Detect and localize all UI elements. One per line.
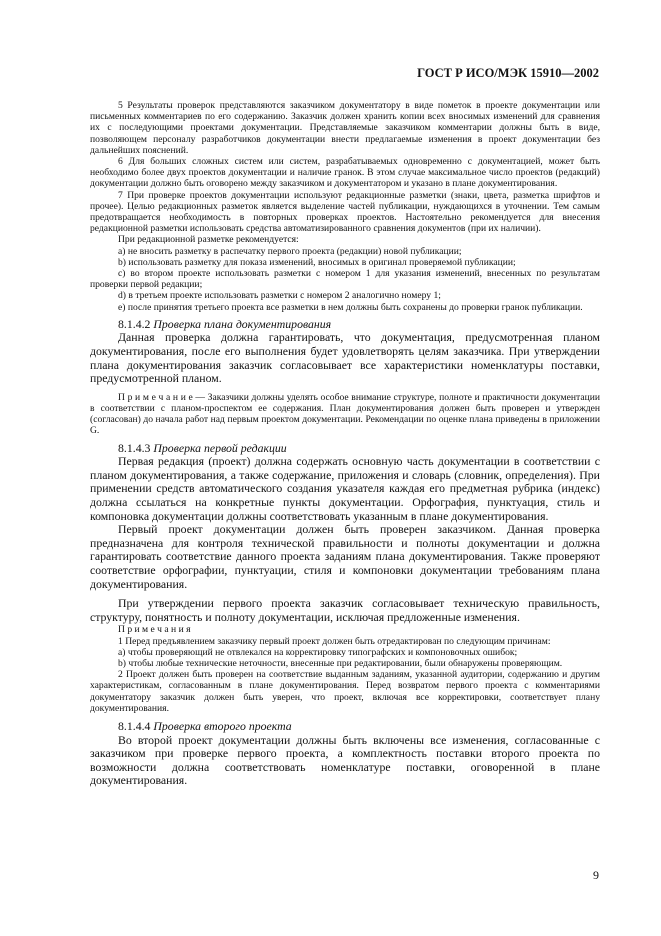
section-number: 8.1.4.3 [118,440,154,455]
small-paragraph: При редакционной разметке рекомендуется: [118,234,299,246]
section-heading [90,720,600,734]
small-paragraph: a) чтобы проверяющий не отвлекался на корректировку типографских и компоновочных ошибок; [118,646,518,658]
section-title: Проверка второго проекта [153,718,292,733]
small-paragraph: b) чтобы любые технические неточности, внесенные при редактировании, были обнаружены проверяющим. [118,657,563,669]
small-paragraph: b) использовать разметку для показа изменений, вносимых в оригинал проверяемой публикации; [118,256,516,268]
small-paragraph: e) после принятия третьего проекта все разметки в нем должны быть сохранены до проверки гранок публикации. [118,301,583,313]
section-title: Проверка первой редакции [153,440,287,455]
small-paragraph: 6 Для больших сложных систем или систем, разрабатываемых одновременно с документацией, может быть необходимо более двух проектов документации и наличие гранок. В этом случае максимальное число проектов (редакций) документации должно быть оговорено между заказчиком и документатором и указано в плане документирования. [90,156,600,190]
section-heading [90,442,600,456]
small-paragraph: d) в третьем проекте использовать разметки с номером 2 аналогично номеру 1; [118,290,441,302]
notes-title: П р и м е ч а н и я [118,624,191,636]
body-paragraph: Первый проект документации должен быть проверен заказчиком. Данная проверка предназначена для контроля технической правильности и полноты документации и должна гарантировать соответствие данного проекта заданиям плана документирования. Также проверяют соответствие орфографии, пунктуации, стиля и компоновки документации требованиям плана документирования. [90,522,600,591]
small-paragraph: 7 При проверке проектов документации используют редакционные разметки (знаки, цвета, разметка шрифтов и прочее). Целью редакционных разметок является выделение частей публикации, нуждающихся в уточнении. Тем самым предотвращается необходимость в повторных проверках проектов. Настоятельно рекомендуется для внесения редакционной разметки использовать средства автоматизированного сравнения документов (при их наличии). [90,189,600,235]
small-paragraph: c) во втором проекте использовать разметки с номером 1 для указания изменений, внесенных по результатам проверки первой редакции; [90,268,600,291]
small-paragraph: 1 Перед предъявлением заказчику первый проект должен быть отредактирован по следующим причинам: [118,635,551,647]
section-number: 8.1.4.4 [118,718,154,733]
small-paragraph: a) не вносить разметку в распечатку первого проекта (редакции) новой публикации; [118,245,462,257]
document-header: ГОСТ Р ИСО/МЭК 15910—2002 [417,66,599,80]
section-heading [90,318,600,332]
body-paragraph: Во второй проект документации должны быть включены все изменения, согласованные с заказчиком при проверке первого проекта, а комплектность поставки второго проекта по возможности должна соответствовать номенклатуре поставки, оговоренной в плане документирования. [90,732,600,788]
small-paragraph: 2 Проект должен быть проверен на соответствие выданным заданиям, указанной аудитории, содержанию и другим характеристикам, согласованным в плане документирования. Перед возвратом первого проекта с комментариями документатору заказчик должен быть уверен, что проект, включая все корректировки, соответствует плану документирования. [90,669,600,714]
body-paragraph: При утверждении первого проекта заказчик согласовывает техническую правильность, структуру, понятность и полноту документации, исключая предложенные изменения. [90,596,600,624]
section-title: Проверка плана документирования [153,316,332,331]
body-paragraph: Первая редакция (проект) должна содержать основную часть документации в соответствии с планом документирования, а также содержание, приложения и словарь (словник, определения). При применении средств автоматического создания указателя каждая его предметная рубрика (индекс) должна ссылаться на конкретные пункты документации. Орфография, пунктуация, стиль и компоновка документации должны соответствовать указанным в плане документирования. [90,454,600,523]
page-number: 9 [593,868,599,882]
page-content [90,100,600,788]
note-text: — Заказчики должны уделять особое внимание структуре, полноте и практичности документации в соответствии с планом-проспектом ее содержания. План документирования должен быть проверен и утвержден (согласован) до начала работ над первым проектом документации. Рекомендации по оценке плана приведены в приложении G. [90,391,600,437]
note-paragraph [90,392,600,437]
body-paragraph: Данная проверка должна гарантировать, что документация, предусмотренная планом документирования, после его выполнения будет удовлетворять целям заказчика. При утверждении плана документирования заказчик согласовывает все характеристики номенклатуры поставки, предусмотренной планом. [90,330,600,386]
small-paragraph: 5 Результаты проверок представляются заказчиком документатору в виде пометок в проекте документации или письменных комментариев по его содержанию. Заказчик должен хранить копии всех вносимых изменений для сравнения их с последующими проектами документации. Представляемые заказчиком комментарии должны быть в виде, позволяющем персоналу разработчиков документации внести предлагаемые изменения в проект документации без дальнейших пояснений. [90,100,600,156]
section-number: 8.1.4.2 [118,316,154,331]
note-label: П р и м е ч а н и е [118,391,193,403]
